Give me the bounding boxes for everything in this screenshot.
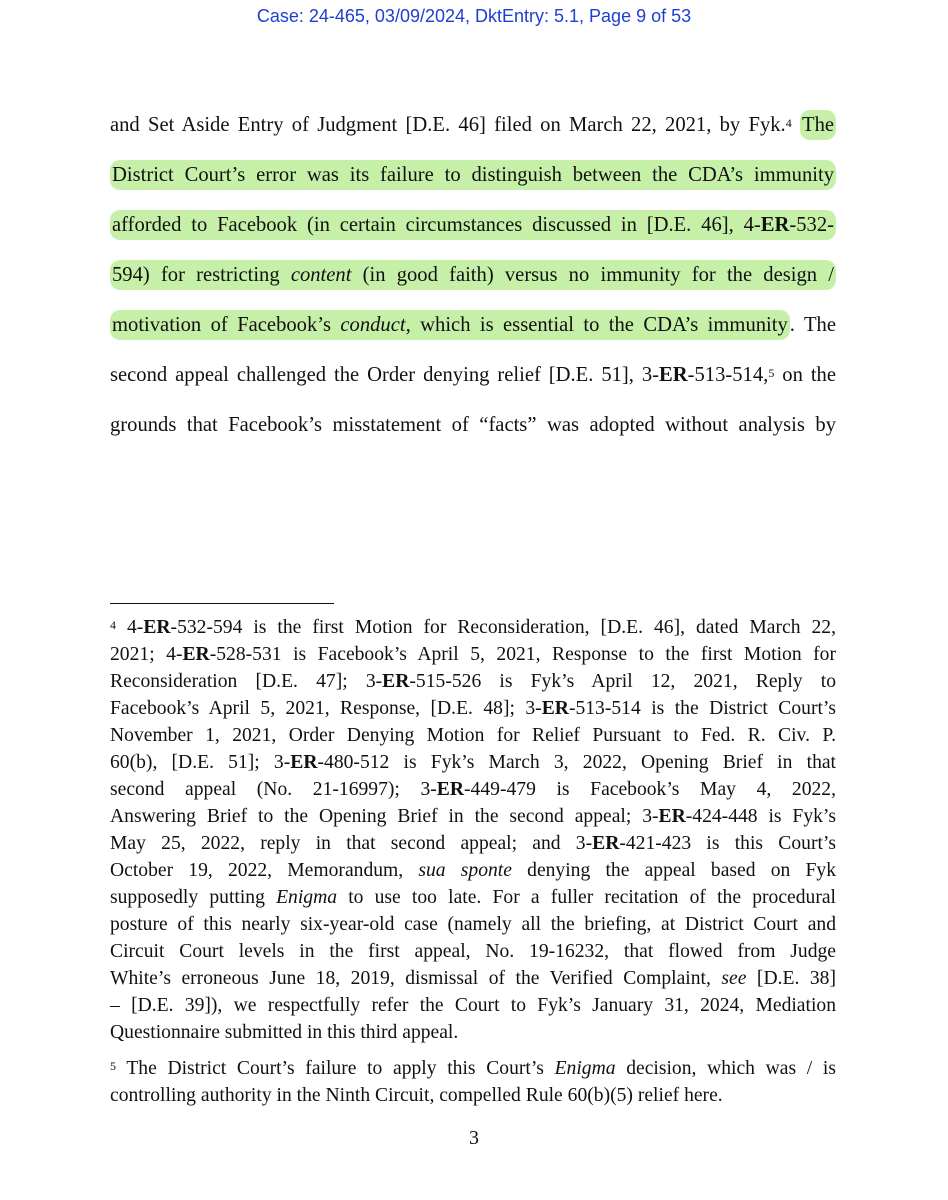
highlight: District Court’s error was its failure to distinguish between the CDA’s immunity xyxy=(110,160,836,190)
page-number: 3 xyxy=(469,1127,479,1149)
footnote-4: $^4$ 4-ER-532-594 is the first Motion for Reconsideration, [D.E. 46], dated March 22, 2021; 4-ER-528-531 is Facebook’s April 5, 2021, Response to the first Motion for Reconsideration [D.E. 47]; 3-ER-515-526 is Fyk’s April 12, 2021, Reply to Facebook’s April 5, 2021, Response, [D.E. 48]; 3-ER-513-514 is the District Court’s November 1, 2021, Order Denying Motion for Relief Pursuant to Fed. R. Civ. P. 60(b), [D.E. 51]; 3-ER-480-512 is Fyk’s March 3, 2022, Opening Brief in that second appeal (No. 21-16997); 3-ER-449-479 is Facebook’s May 4, 2022, Answering Brief to the Opening Brief in the second appeal; 3-ER-424-448 is Fyk’s May 25, 2022, reply in that second appeal; and 3-ER-421-423 is this Court’s October 19, 2022, Memorandum, sua sponte denying the appeal based on Fyk supposedly putting Enigma to use too late. For a fuller recitation of the procedural posture of this nearly six-year-old case (namely all the briefing, at District Court and Circuit Court levels in the first appeal, No. 19-16232, that flowed from Judge White’s erroneous June 18, 2019, dismissal of the Verified Complaint, see [D.E. 38] – [D.E. 39]), we respectfully refer the Court to Fyk’s January 31, 2024, Mediation Questionnaire submitted in this third appeal. xyxy=(110,617,837,1043)
body-line: grounds that Facebook’s misstatement of “facts” was adopted without analysis by xyxy=(110,414,836,436)
highlight: motivation of Facebook’s conduct, which is essential to the CDA’s immunity xyxy=(110,310,790,340)
body-line xyxy=(110,150,836,200)
highlight: afforded to Facebook (in certain circumstances discussed in [D.E. 46], 4-ER-532- xyxy=(110,210,836,240)
highlight: 594) for restricting content (in good faith) versus no immunity for the design / xyxy=(110,260,836,290)
body-line: motivation of Facebook’s conduct, which is essential to the CDA’s immunity. The xyxy=(110,300,836,350)
body-line xyxy=(110,250,836,300)
footnote-ref-5[interactable]: 5 xyxy=(768,366,775,380)
highlight: The xyxy=(800,110,836,140)
body-paragraph xyxy=(110,100,836,450)
case-header: Case: 24-465, 03/09/2024, DktEntry: 5.1, Page 9 of 53 xyxy=(256,6,692,26)
body-line: second appeal challenged the Order denying relief [D.E. 51], 3-ER-513-514,$^5$ on the xyxy=(110,364,836,386)
footnote-5: $^5$ The District Court’s failure to apply this Court’s Enigma decision, which was / is controlling authority in the Ninth Circuit, compelled Rule 60(b)(5) relief here. xyxy=(110,1058,836,1106)
body-line xyxy=(110,200,836,250)
footnote-ref-4[interactable]: 4 xyxy=(785,116,792,130)
footnote-separator xyxy=(110,603,334,604)
body-line: and Set Aside Entry of Judgment [D.E. 46] filed on March 22, 2021, by Fyk.$^4$ The xyxy=(110,100,836,150)
